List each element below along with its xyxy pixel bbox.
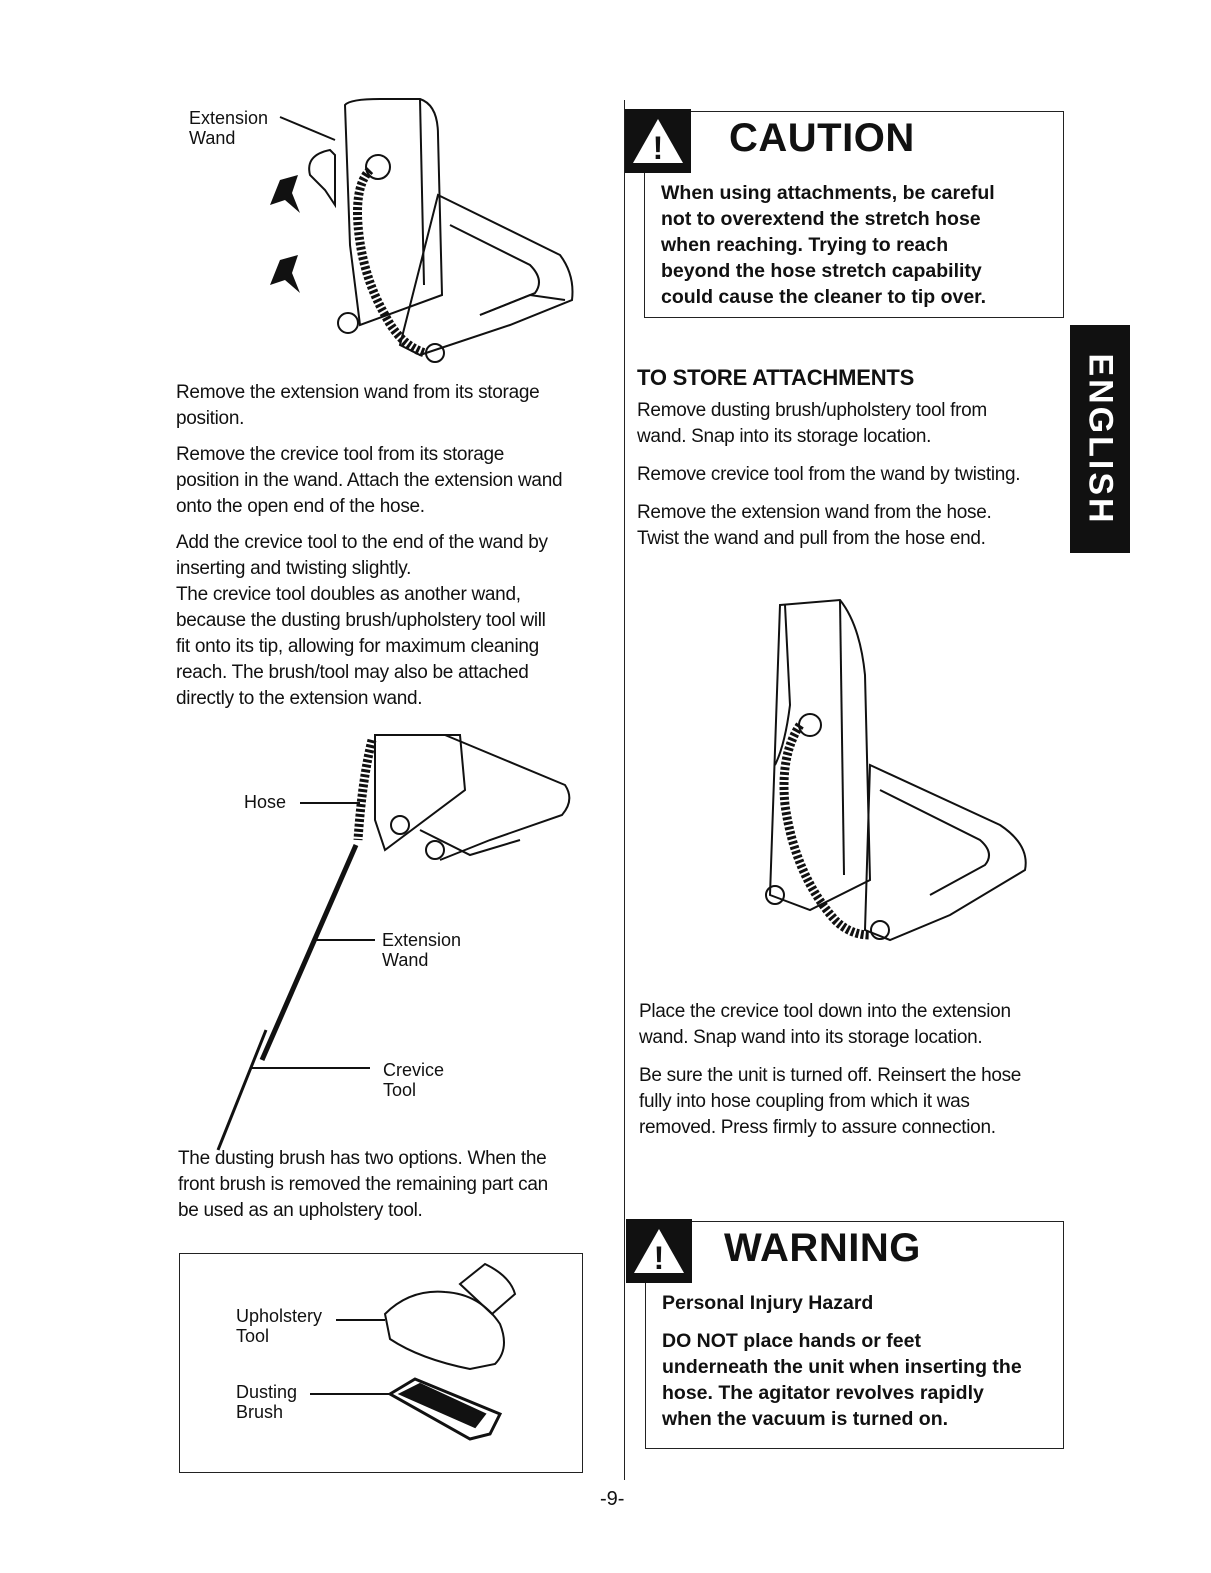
paragraph-store-wand [637, 500, 1077, 552]
paragraph-store-brush [637, 398, 1077, 450]
label-line: Crevice [383, 1060, 445, 1080]
label-line: Wand [189, 128, 236, 148]
warning-triangle-icon [631, 1225, 687, 1277]
text-line: hose. The agitator revolves rapidly [662, 1382, 984, 1404]
paragraph-dusting-brush [178, 1146, 608, 1224]
text-line: The crevice tool doubles as another wand, [176, 584, 521, 605]
text-line: position in the wand. Attach the extension wand [176, 470, 563, 491]
warning-subtitle: Personal Injury Hazard [662, 1292, 874, 1314]
warning-title: WARNING [724, 1226, 921, 1270]
text-line: Remove the extension wand from its storage [176, 382, 540, 403]
text-line: position. [176, 408, 245, 429]
figure-dusting-brush-box [179, 1253, 583, 1473]
text-line: onto the open end of the hose. [176, 496, 425, 517]
label-line: Extension [382, 930, 462, 950]
paragraph-remove-crevice [176, 442, 606, 520]
text-line: wand. Snap into its storage location. [637, 426, 932, 447]
paragraph-store-crevice-wand [639, 999, 1079, 1051]
label-line: Tool [383, 1080, 417, 1100]
warning-text [662, 1328, 1022, 1432]
text-line: could cause the cleaner to tip over. [661, 286, 987, 308]
paragraph-reinsert-hose [639, 1063, 1079, 1141]
label-line: Upholstery [236, 1306, 323, 1326]
label-line: Dusting [236, 1382, 298, 1402]
paragraph-store-crevice [637, 462, 1077, 488]
text-line: Twist the wand and pull from the hose end. [637, 528, 986, 549]
text-line: fully into hose coupling from which it was [639, 1091, 970, 1112]
text-line: Remove the extension wand from the hose. [637, 502, 992, 523]
warning-box [645, 1221, 1064, 1449]
paragraph-add-crevice [176, 530, 606, 712]
column-divider [624, 100, 625, 1480]
store-after-instructions [639, 999, 1079, 1141]
section-heading-store: TO STORE ATTACHMENTS [637, 365, 915, 390]
brush-illustration [180, 1254, 580, 1470]
text-line: DO NOT place hands or feet [662, 1330, 921, 1352]
label-line: Brush [236, 1402, 284, 1422]
svg-text:!: ! [653, 1240, 665, 1276]
text-line: when reaching. Trying to reach [661, 234, 949, 256]
text-line: Be sure the unit is turned off. Reinsert the hose [639, 1065, 1022, 1086]
vacuum-illustration-stored [740, 595, 1060, 975]
label-hose: Hose [244, 792, 287, 812]
text-line: Remove dusting brush/upholstery tool from [637, 400, 987, 421]
caution-text [661, 180, 995, 310]
instructions-block-1 [176, 380, 606, 712]
text-line: not to overextend the stretch hose [661, 208, 981, 230]
text-line: Remove crevice tool from the wand by twisting. [637, 464, 1021, 485]
vacuum-illustration-1 [180, 95, 580, 375]
text-line: underneath the unit when inserting the [662, 1356, 1022, 1378]
text-line: be used as an upholstery tool. [178, 1200, 423, 1221]
language-tab-label: ENGLISH [1081, 352, 1120, 526]
language-tab [1070, 325, 1130, 553]
warning-triangle-icon [630, 115, 686, 167]
text-line: when the vacuum is turned on. [662, 1408, 949, 1430]
text-line: directly to the extension wand. [176, 688, 423, 709]
text-line: Remove the crevice tool from its storage [176, 444, 505, 465]
text-line: inserting and twisting slightly. [176, 558, 412, 579]
svg-text:!: ! [652, 130, 664, 166]
label-line: Wand [382, 950, 429, 970]
text-line: Add the crevice tool to the end of the wand by [176, 532, 548, 553]
label-line: Tool [236, 1326, 270, 1346]
text-line: reach. The brush/tool may also be attached [176, 662, 529, 683]
text-line: The dusting brush has two options. When the [178, 1148, 547, 1169]
text-line: fit onto its tip, allowing for maximum cleaning [176, 636, 539, 657]
text-line: When using attachments, be careful [661, 182, 995, 204]
paragraph-remove-wand [176, 380, 606, 432]
label-line: Extension [189, 108, 269, 128]
store-instructions [637, 398, 1077, 552]
text-line: because the dusting brush/upholstery tool will [176, 610, 546, 631]
text-line: Place the crevice tool down into the extension [639, 1001, 1011, 1022]
vacuum-illustration-2 [190, 730, 590, 1160]
text-line: beyond the hose stretch capability [661, 260, 982, 282]
page-number: -9- [600, 1488, 625, 1510]
text-line: removed. Press firmly to assure connection. [639, 1117, 996, 1138]
caution-title: CAUTION [729, 116, 915, 160]
text-line: wand. Snap wand into its storage location. [639, 1027, 983, 1048]
caution-box [644, 111, 1064, 318]
text-line: front brush is removed the remaining part can [178, 1174, 548, 1195]
